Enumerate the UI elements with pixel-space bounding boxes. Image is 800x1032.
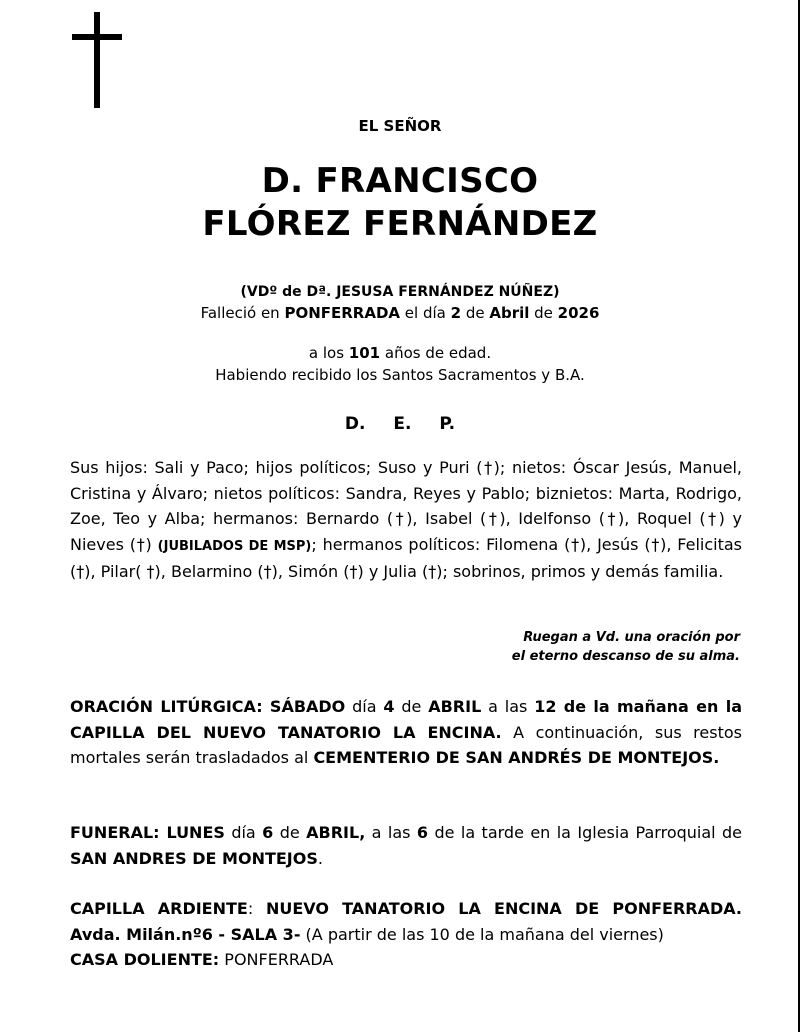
oracion-paragraph: ORACIÓN LITÚRGICA: SÁBADO día 4 de ABRIL a las 12 de la mañana en la CAPILLA DEL NUEVO TANATORIO LA ENCINA. A continuación, sus restos mortales serán trasladados al CEMENTERIO DE SAN ANDRÉS DE MONTEJOS. — [70, 697, 743, 767]
casa-doliente-label: CASA DOLIENTE: — [70, 950, 220, 969]
widow-of: (VDº de Dª. JESUSA FERNÁNDEZ NÚÑEZ) — [240, 284, 560, 300]
funeral-paragraph: FUNERAL: LUNES día 6 de ABRIL, a las 6 de la tarde en la Iglesia Parroquial de SAN ANDRES DE MONTEJOS. — [70, 823, 743, 868]
deceased-name — [0, 160, 800, 246]
age-years: 101 — [348, 344, 381, 362]
prayer-request: Ruegan a Vd. una oración por el eterno descanso de su alma. — [511, 630, 740, 664]
death-info: Falleció en PONFERRADA el día 2 de Abril de 2026 — [200, 304, 600, 322]
title-small: EL SEÑOR — [358, 117, 442, 135]
casa-doliente-value: PONFERRADA — [219, 950, 334, 969]
name-line-1: D. FRANCISCO — [261, 161, 539, 201]
cross-icon — [72, 12, 122, 108]
family-paragraph: Sus hijos: Sali y Paco; hijos políticos; Suso y Puri (†); nietos: Óscar Jesús, Manuel, Cristina y Álvaro; nietos políticos: Sandra, Reyes y Pablo; biznietos: Marta, Rodrigo, Zoe, Teo y Alba; hermanos: Bernardo (†), Isabel (†), Idelfonso (†), Roquel (†) y Nieves (†) (JUBILADOS DE MSP); hermanos políticos: Filomena (†), Jesús (†), Felicitas (†), Pilar( †), Belarmino (†), Simón (†) y Julia (†); sobrinos, primos y demás familia. — [70, 458, 743, 581]
name-line-2: FLÓREZ FERNÁNDEZ — [202, 204, 598, 244]
dep-text: D. E. P. — [344, 414, 456, 434]
age-line: a los 101 años de edad. — [308, 344, 492, 362]
jubilados-note: (JUBILADOS DE MSP) — [157, 538, 312, 554]
death-month: Abril — [489, 304, 530, 322]
capilla-paragraph: CAPILLA ARDIENTE: NUEVO TANATORIO LA ENCINA DE PONFERRADA. Avda. Milán.nº6 - SALA 3- (A partir de las 10 de la mañana del viernes) CASA DOLIENTE: PONFERRADA — [70, 899, 743, 969]
sacraments-line: Habiendo recibido los Santos Sacramentos y B.A. — [215, 366, 585, 384]
death-day: 2 — [450, 304, 462, 322]
death-place: PONFERRADA — [284, 304, 401, 322]
death-year: 2026 — [557, 304, 600, 322]
